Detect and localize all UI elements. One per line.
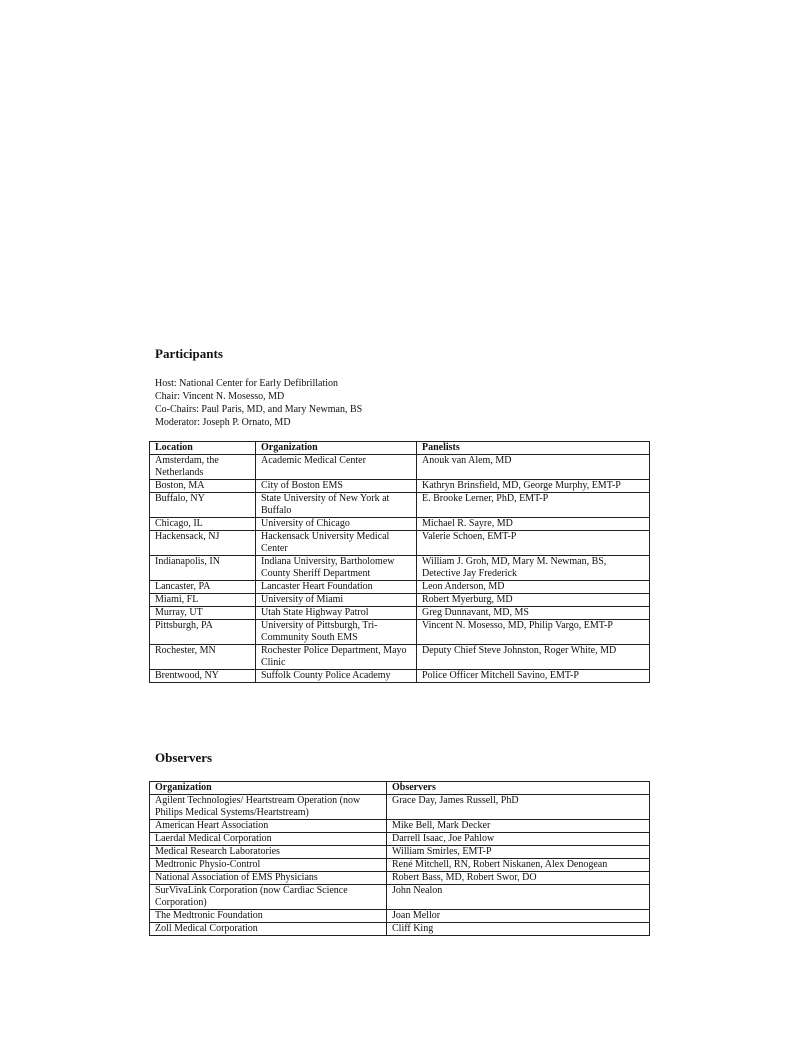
table-row (150, 531, 650, 556)
table-row (150, 910, 650, 923)
panelists-cell: E. Brooke Lerner, PhD, EMT-P (417, 493, 650, 518)
panelists-cell: Valerie Schoen, EMT-P (417, 531, 650, 556)
organization-column-header: Organization (150, 782, 387, 795)
organization-cell: Indiana University, Bartholomew County Sheriff Department (256, 556, 417, 581)
table-row (150, 670, 650, 683)
chair-line: Chair: Vincent N. Mosesso, MD (155, 391, 285, 402)
panelists-cell: Anouk van Alem, MD (417, 455, 650, 480)
panelists-cell: Vincent N. Mosesso, MD, Philip Vargo, EMT-P (417, 620, 650, 645)
observers-cell: Joan Mellor (387, 910, 650, 923)
observers-cell: John Nealon (387, 885, 650, 910)
panelists-cell: William J. Groh, MD, Mary M. Newman, BS, Detective Jay Frederick (417, 556, 650, 581)
table-row (150, 820, 650, 833)
organization-cell: City of Boston EMS (256, 480, 417, 493)
observers-cell: Cliff King (387, 923, 650, 936)
observers-cell: Grace Day, James Russell, PhD (387, 795, 650, 820)
location-cell: Indianapolis, IN (150, 556, 256, 581)
location-cell: Boston, MA (150, 480, 256, 493)
organization-cell: Hackensack University Medical Center (256, 531, 417, 556)
organization-cell: Medtronic Physio-Control (150, 859, 387, 872)
organization-cell: SurVivaLink Corporation (now Cardiac Science Corporation) (150, 885, 387, 910)
host-line: Host: National Center for Early Defibrillation (155, 378, 339, 389)
location-cell: Miami, FL (150, 594, 256, 607)
location-cell: Chicago, IL (150, 518, 256, 531)
location-cell: Amsterdam, the Netherlands (150, 455, 256, 480)
panelists-cell: Michael R. Sayre, MD (417, 518, 650, 531)
table-row (150, 833, 650, 846)
organization-cell: Zoll Medical Corporation (150, 923, 387, 936)
location-cell: Murray, UT (150, 607, 256, 620)
organization-cell: Utah State Highway Patrol (256, 607, 417, 620)
table-row (150, 518, 650, 531)
organization-cell: University of Miami (256, 594, 417, 607)
organization-cell: Rochester Police Department, Mayo Clinic (256, 645, 417, 670)
observers-cell: Darrell Isaac, Joe Pahlow (387, 833, 650, 846)
panelists-cell: Leon Anderson, MD (417, 581, 650, 594)
participants-heading: Participants (155, 346, 223, 361)
organization-cell: Agilent Technologies/ Heartstream Operation (now Philips Medical Systems/Heartstream) (150, 795, 387, 820)
table-row (150, 795, 650, 820)
panelists-cell: Kathryn Brinsfield, MD, George Murphy, EMT-P (417, 480, 650, 493)
observers-table-body (150, 795, 650, 936)
location-cell: Rochester, MN (150, 645, 256, 670)
table-row (150, 846, 650, 859)
organization-cell: State University of New York at Buffalo (256, 493, 417, 518)
table-row (150, 607, 650, 620)
location-cell: Lancaster, PA (150, 581, 256, 594)
table-row (150, 645, 650, 670)
participants-table-body (150, 455, 650, 683)
organization-cell: Suffolk County Police Academy (256, 670, 417, 683)
observers-cell: William Smirles, EMT-P (387, 846, 650, 859)
organization-cell: American Heart Association (150, 820, 387, 833)
panelists-column-header: Panelists (417, 442, 650, 455)
observers-column-header: Observers (387, 782, 650, 795)
observers-cell: René Mitchell, RN, Robert Niskanen, Alex Denogean (387, 859, 650, 872)
organization-cell: University of Pittsburgh, Tri-Community South EMS (256, 620, 417, 645)
organization-cell: The Medtronic Foundation (150, 910, 387, 923)
location-cell: Hackensack, NJ (150, 531, 256, 556)
meeting-info (155, 377, 362, 429)
organization-cell: University of Chicago (256, 518, 417, 531)
participants-table (149, 441, 650, 683)
organization-cell: National Association of EMS Physicians (150, 872, 387, 885)
table-row (150, 620, 650, 645)
organization-cell: Medical Research Laboratories (150, 846, 387, 859)
observers-cell: Mike Bell, Mark Decker (387, 820, 650, 833)
table-row (150, 923, 650, 936)
location-cell: Brentwood, NY (150, 670, 256, 683)
panelists-cell: Greg Dunnavant, MD, MS (417, 607, 650, 620)
table-row (150, 885, 650, 910)
panelists-cell: Police Officer Mitchell Savino, EMT-P (417, 670, 650, 683)
co-chairs-line: Co-Chairs: Paul Paris, MD, and Mary Newman, BS (155, 404, 363, 415)
organization-column-header: Organization (256, 442, 417, 455)
table-row (150, 480, 650, 493)
table-row (150, 556, 650, 581)
table-row (150, 872, 650, 885)
location-column-header: Location (150, 442, 256, 455)
observers-cell: Robert Bass, MD, Robert Swor, DO (387, 872, 650, 885)
moderator-line: Moderator: Joseph P. Ornato, MD (155, 417, 291, 428)
panelists-cell: Robert Myerburg, MD (417, 594, 650, 607)
organization-cell: Academic Medical Center (256, 455, 417, 480)
observers-header-row (150, 782, 650, 795)
panelists-cell: Deputy Chief Steve Johnston, Roger White, MD (417, 645, 650, 670)
organization-cell: Lancaster Heart Foundation (256, 581, 417, 594)
table-row (150, 455, 650, 480)
observers-table (149, 781, 650, 936)
observers-heading: Observers (155, 750, 213, 765)
table-row (150, 594, 650, 607)
table-row (150, 581, 650, 594)
participants-header-row (150, 442, 650, 455)
organization-cell: Laerdal Medical Corporation (150, 833, 387, 846)
location-cell: Buffalo, NY (150, 493, 256, 518)
table-row (150, 493, 650, 518)
location-cell: Pittsburgh, PA (150, 620, 256, 645)
table-row (150, 859, 650, 872)
